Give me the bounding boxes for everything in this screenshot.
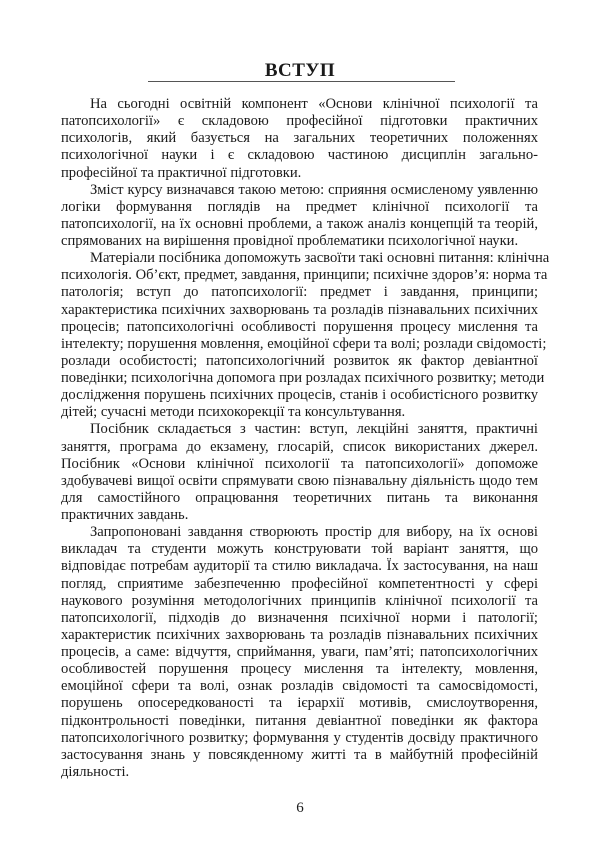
text-line: спрямованих на вирішення провідної проблематики психологічної науки. [61,233,519,249]
text-line: Запропоновані завдання створюють простір для вибору, на їх основі [90,524,538,541]
text-line: процесів; патопсихологічні особливості порушення процесу мислення та [61,318,538,335]
text-line: дітей; сучасні методи психокорекції та консультування. [61,404,406,421]
text-line: порушень опосередкованості та ієрархії мотивів, смислоутворення, [61,695,538,712]
page-number: 6 [296,800,304,816]
text-line: наукового розуміння методологічних принципів клінічної психології та [61,592,538,609]
paragraph [61,96,538,182]
text-line: психологічної науки і є складовою частиною дисциплін загально- [61,147,538,164]
paragraph [61,182,538,251]
text-line: для самостійного опрацювання теоретичних питань та виконання [61,489,538,506]
text-line: На сьогодні освітній компонент «Основи клінічної психології та [90,96,538,112]
text-line: процесів, а саме: відчуття, сприймання, уваги, пам’яті; патопсихологічних [61,644,538,660]
text-line: психологів, який базується на загальних теоретичних положеннях [61,130,538,147]
text-line: Посібник складається з частин: вступ, лекційні заняття, практичні [90,421,538,438]
text-line: розлади особистості; патопсихологічний розвиток як фактор девіантної [61,352,538,369]
text-line: емоційної сфери та волі, ознак розладів свідомості та самосвідомості, [61,678,538,695]
text-line: патопсихології, на їх основні проблеми, а також аналіз концепцій та теорій, [61,215,538,232]
text-line: характеристик психічних захворювань та розладів пізнавальних психічних [61,626,538,643]
text-line: поведінки; психологічна допомога при розладах психічного розвитку; методи [61,370,545,386]
page-title: ВСТУП [264,60,336,81]
text-line: характеристика психічних захворювань та розладів пізнавальних психічних [61,301,538,318]
text-line: погляд, сприятиме забезпеченню професійної компетентності у сфері [61,575,538,592]
text-line: інтелекту; порушення мовлення, емоційної сфери та волі; розлади свідомості; [61,335,547,352]
paragraph [61,524,538,781]
title-underline [148,81,455,82]
text-line: підконтрольності поведінки, питання девіантної поведінки як фактора [61,712,538,729]
paragraph [61,421,538,524]
text-line: професійної та практичної підготовки. [61,164,302,181]
text-line: заняття, програма до екзамену, глосарій, список використаних джерел. [61,438,538,455]
text-line: патопсихології, підходів до визначення психічної норми і патології; [61,609,538,626]
text-line: патопсихологічного розвитку; формування у студентів досвіду практичного [61,729,538,746]
text-line: Зміст курсу визначався такою метою: сприяння осмисленому уявленню [90,181,538,198]
text-line: застосування знань у повсякденному житті та в майбутній професійній [61,746,538,763]
text-line: діяльності. [61,763,130,780]
text-line: здобувачеві вищої освіти спрямувати свою пізнавальну діяльність щодо тем [61,472,538,489]
body-text [61,96,550,781]
text-line: логіки формування поглядів на предмет клінічної психології та [61,198,538,215]
text-line: Посібник «Основи клінічної психології та патопсихології» допоможе [61,455,538,472]
text-line: патопсихології» є складовою професійної підготовки практичних [61,113,538,130]
paragraph [61,250,550,421]
text-line: викладач та студенти можуть конструювати той варіант заняття, що [61,541,538,558]
text-line: практичних завдань. [61,507,189,523]
text-line: особливостей порушення процесу мислення та інтелекту, мовлення, [61,661,538,678]
text-line: відповідає потребам аудиторії та стилю викладача. Їх застосування, на наш [61,558,538,575]
text-line: патологія; вступ до патопсихології: предмет і завдання, принципи; [61,284,538,301]
text-line: Матеріали посібника допоможуть засвоїти такі основні питання: клінічна [90,250,550,267]
text-line: дослідження порушень психічних процесів, станів і особистісного розвитку [61,387,538,404]
text-line: психологія. Об’єкт, предмет, завдання, принципи; психічне здоров’я: норма та [61,267,548,284]
